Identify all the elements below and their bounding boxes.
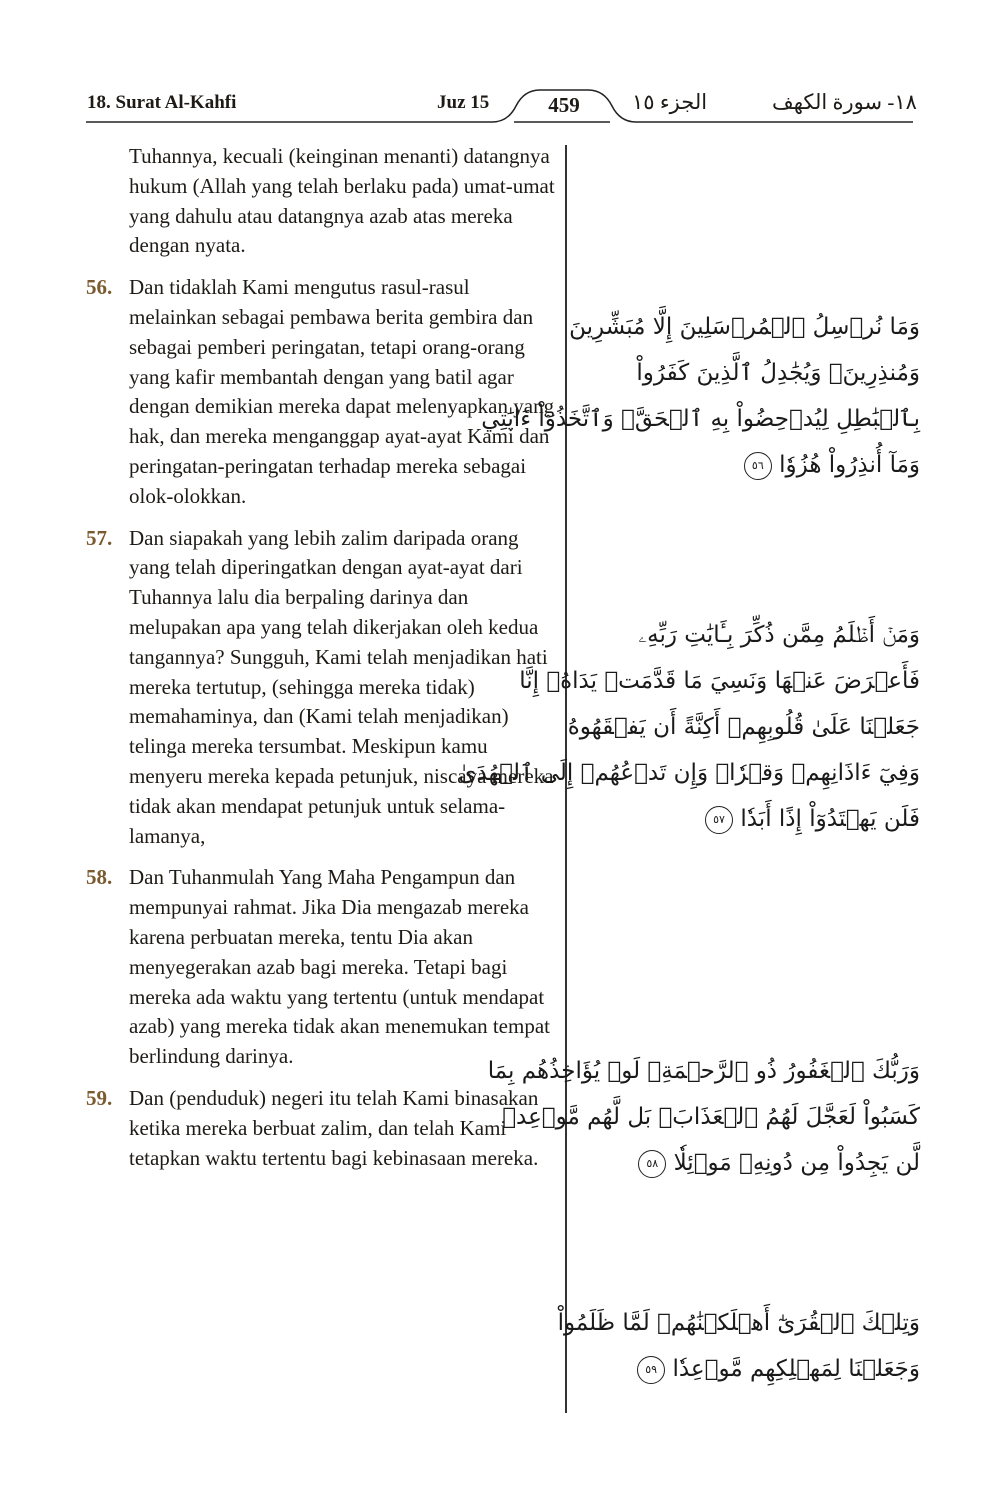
ayah-end-marker: ٥٨ bbox=[638, 1150, 666, 1178]
juz-label-latin: Juz 15 bbox=[437, 92, 490, 113]
arabic-verse-57 bbox=[458, 612, 920, 842]
translation-column bbox=[86, 142, 561, 1185]
arabic-line: وَرَبُّكَ ٱلۡغَفُورُ ذُو ٱلرَّحۡمَةِۖ لَوۡ يُؤَاخِذُهُم بِمَا bbox=[487, 1058, 920, 1084]
verse-number: 59. bbox=[86, 1085, 113, 1110]
arabic-line-end bbox=[575, 1140, 920, 1186]
verse-number: 57. bbox=[86, 525, 113, 550]
verse-translation: Tuhannya, kecuali (keinginan menanti) datangnya hukum (Allah yang telah berlaku pada) umat-umat yang dahulu atau datangnya azab atas mereka dengan nyata. bbox=[129, 144, 555, 258]
verse-number: 58. bbox=[86, 865, 113, 890]
ayah-end-marker: ٥٩ bbox=[637, 1356, 665, 1384]
arabic-line-end bbox=[575, 796, 920, 842]
verse-58 bbox=[86, 863, 561, 1072]
page-header bbox=[0, 0, 1000, 130]
arabic-line: فَلَن يَهۡتَدُوٓاْ إِذًا أَبَدٗا bbox=[740, 806, 920, 832]
page-number: 459 bbox=[548, 93, 580, 117]
surah-title-latin: 18. Surat Al-Kahfi bbox=[87, 92, 237, 113]
arabic-line-end bbox=[575, 442, 920, 488]
arabic-verse-58 bbox=[487, 1048, 920, 1186]
arabic-line: وَمَآ أُنذِرُواْ هُزُوٗا bbox=[779, 452, 920, 478]
verse-translation: Dan (penduduk) negeri itu telah Kami binasakan ketika mereka berbuat zalim, dan telah Kami tetapkan waktu tertentu bagi kebinasaan mereka. bbox=[129, 1085, 539, 1170]
arabic-line: كَسَبُواْ لَعَجَّلَ لَهُمُ ٱلۡعَذَابَۚ بَل لَّهُم مَّوۡعِدٞ bbox=[502, 1104, 920, 1130]
juz-label-arabic: الجزء ١٥ bbox=[632, 90, 708, 114]
verse-continuation bbox=[86, 142, 561, 261]
verse-translation: Dan tidaklah Kami mengutus rasul-rasul melainkan sebagai pembawa berita gembira dan sebagai pemberi peringatan, tetapi orang-orang yang kafir membantah dengan yang batil agar dengan demikian mereka dapat melenyapkan yang hak, dan mereka menganggap ayat-ayat Kami dan peringatan-peringatan terhadap mereka sebagai olok-olokkan. bbox=[129, 275, 555, 508]
verse-number: 56. bbox=[86, 275, 113, 300]
arabic-line: وَفِيٓ ءَاذَانِهِمۡ وَقۡرٗاۖ وَإِن تَدۡعُهُمۡ إِلَى ٱلۡهُدَىٰ bbox=[458, 760, 920, 786]
verse-translation: Dan siapakah yang lebih zalim daripada orang yang telah diperingatkan dengan ayat-ayat dari Tuhannya lalu dia berpaling darinya dan melupakan apa yang telah dikerjakan oleh kedua tangannya? Sungguh, Kami telah menjadikan hati mereka tertutup, (sehingga mereka tidak) memahaminya, dan (Kami telah menjadikan) telinga mereka tersumbat. Meskipun kamu menyeru mereka kepada petunjuk, niscaya mereka tidak akan mendapat petunjuk untuk selama-lamanya, bbox=[129, 525, 554, 848]
verse-57 bbox=[86, 524, 561, 852]
arabic-line: بِٱلۡبَٰطِلِ لِيُدۡحِضُواْ بِهِ ٱلۡحَقَّۖ وَٱتَّخَذُوٓاْ ءَايَٰتِي bbox=[481, 406, 920, 432]
ayah-end-marker: ٥٦ bbox=[744, 452, 772, 480]
arabic-line: وَمَنۡ أَظۡلَمُ مِمَّن ذُكِّرَ بِـَٔايَٰتِ رَبِّهِۦ bbox=[638, 622, 920, 648]
arabic-line: لَّن يَجِدُواْ مِن دُونِهِۦ مَوۡئِلٗا bbox=[673, 1150, 920, 1176]
arabic-line: وَجَعَلۡنَا لِمَهۡلِكِهِم مَّوۡعِدٗا bbox=[672, 1356, 920, 1382]
arabic-verse-56 bbox=[481, 304, 920, 488]
arabic-line: وَمُنذِرِينَۚ وَيُجَٰدِلُ ٱلَّذِينَ كَفَرُواْ bbox=[636, 360, 920, 386]
verse-56 bbox=[86, 273, 561, 511]
arabic-line-end bbox=[575, 1346, 920, 1392]
arabic-line: وَمَا نُرۡسِلُ ٱلۡمُرۡسَلِينَ إِلَّا مُبَشِّرِينَ bbox=[569, 314, 920, 340]
arabic-line: فَأَعۡرَضَ عَنۡهَا وَنَسِيَ مَا قَدَّمَتۡ يَدَاهُۚ إِنَّا bbox=[519, 668, 920, 694]
arabic-line: جَعَلۡنَا عَلَىٰ قُلُوبِهِمۡ أَكِنَّةً أَن يَفۡقَهُوهُ bbox=[567, 714, 920, 740]
verse-59 bbox=[86, 1084, 561, 1173]
surah-title-arabic: ١٨- سورة الكهف bbox=[772, 90, 917, 114]
ayah-end-marker: ٥٧ bbox=[705, 806, 733, 834]
verse-translation: Dan Tuhanmulah Yang Maha Pengampun dan mempunyai rahmat. Jika Dia mengazab mereka karena perbuatan mereka, tentu Dia akan menyegerakan azab bagi mereka. Tetapi bagi mereka ada waktu yang tertentu (untuk mendapat azab) yang mereka tidak akan menemukan tempat berlindung darinya. bbox=[129, 865, 550, 1069]
arabic-verse-59 bbox=[557, 1300, 920, 1392]
arabic-line: وَتِلۡكَ ٱلۡقُرَىٰٓ أَهۡلَكۡنَٰهُمۡ لَمَّا ظَلَمُواْ bbox=[557, 1310, 920, 1336]
